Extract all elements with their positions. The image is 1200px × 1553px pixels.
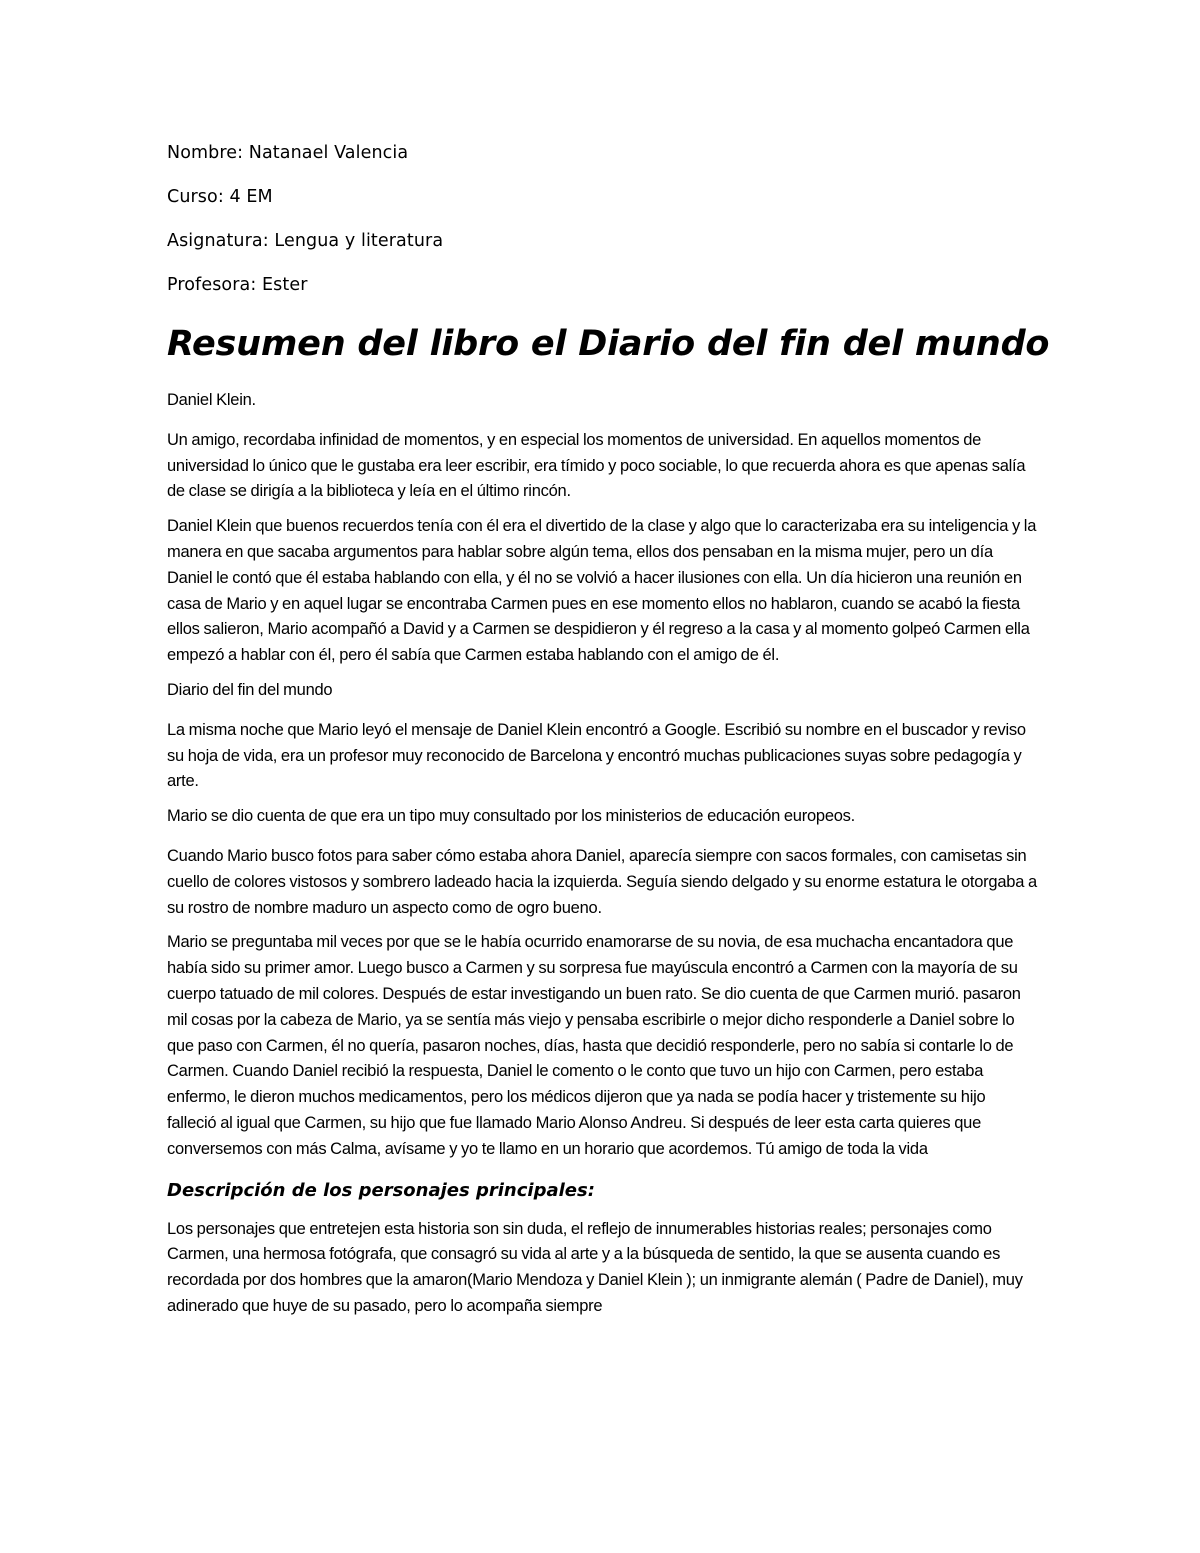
student-info-header — [167, 138, 1047, 314]
body-paragraph: Cuando Mario busco fotos para saber cómo estaba ahora Daniel, aparecía siempre con sacos formales, con camisetas sin cuello de colores vistosos y sombrero ladeado hacia la izquierda. Seguía siendo delgado y su enorme estatura le otorgaba a su rostro de nombre maduro un aspecto como de ogro bueno. — [167, 846, 1037, 917]
section-heading: Descripción de los personajes principales: — [167, 1179, 595, 1201]
author-paragraph: Daniel Klein. — [167, 391, 256, 409]
document-title: Resumen del libro el Diario del fin del mundo — [167, 324, 1050, 364]
document-body — [167, 388, 1037, 1329]
body-paragraph: Mario se dio cuenta de que era un tipo muy consultado por los ministerios de educación europeos. — [167, 807, 856, 826]
body-paragraph: Mario se preguntaba mil veces por que se le había ocurrido enamorarse de su novia, de esa muchacha encantadora que había sido su primer amor. Luego busco a Carmen y su sorpresa fue mayúscula encontró a Carmen con la mayoría de su cuerpo tatuado de mil colores. Después de estar investigando un buen rato. Se dio cuenta de que Carmen murió. pasaron mil cosas por la cabeza de Mario, ya se sentía más viejo y pensaba escribirle o mejor dicho responderle a Daniel sobre lo que paso con Carmen, él no quería, pasaron noches, días, hasta que decidió responderle, pero no sabía si contarle lo de Carmen. Cuando Daniel recibió la respuesta, Daniel le comento o le conto que tuvo un hijo con Carmen, pero estaba enfermo, le dieron muchos medicamentos, pero los médicos dijeron que ya nada se podía hacer y tristemente su hijo falleció al igual que Carmen, su hijo que fue llamado Mario Alonso Andreu. Si después de leer esta carta quieres que conversemos con más Calma, avísame y yo te llamo en un horario que acordemos. Tú amigo de toda la vida — [167, 933, 1021, 1158]
subject-line: Asignatura: Lengua y literatura — [167, 231, 444, 251]
body-paragraph: La misma noche que Mario leyó el mensaje de Daniel Klein encontró a Google. Escribió su nombre en el buscador y reviso su hoja de vida, era un profesor muy reconocido de Barcelona y encontró muchas publicaciones suyas sobre pedagogía y arte. — [167, 720, 1026, 791]
teacher-line: Profesora: Ester — [167, 275, 308, 295]
course-line: Curso: 4 EM — [167, 187, 273, 207]
subheading-paragraph: Diario del fin del mundo — [167, 680, 333, 699]
body-paragraph: Los personajes que entretejen esta historia son sin duda, el reflejo de innumerables historias reales; personajes como Carmen, una hermosa fotógrafa, que consagró su vida al arte y a la búsqueda de sentido, la que se ausenta cuando es recordada por dos hombres que la amaron(Mario Mendoza y Daniel Klein ); un inmigrante alemán ( Padre de Daniel), muy adinerado que huye de su pasado, pero lo acompaña siempre — [167, 1219, 1023, 1315]
body-paragraph: Daniel Klein que buenos recuerdos tenía con él era el divertido de la clase y algo que lo caracterizaba era su inteligencia y la manera en que sacaba argumentos para hablar sobre algún tema, ellos dos pensaban en la misma mujer, pero un día Daniel le contó que él estaba hablando con ella, y él no se volvió a hacer ilusiones con ella. Un día hicieron una reunión en casa de Mario y en aquel lugar se encontraba Carmen pues en ese momento ellos no hablaron, cuando se acabó la fiesta ellos salieron, Mario acompañó a David y a Carmen se despidieron y él regreso a la casa y al momento golpeó Carmen ella empezó a hablar con él, pero él sabía que Carmen estaba hablando con el amigo de él. — [167, 517, 1037, 665]
student-name-line: Nombre: Natanael Valencia — [167, 143, 409, 163]
body-paragraph: Un amigo, recordaba infinidad de momentos, y en especial los momentos de universidad. En aquellos momentos de universidad lo único que le gustaba era leer escribir, era tímido y poco sociable, lo que recuerda ahora es que apenas salía de clase se dirigía a la biblioteca y leía en el último rincón. — [167, 430, 1026, 501]
